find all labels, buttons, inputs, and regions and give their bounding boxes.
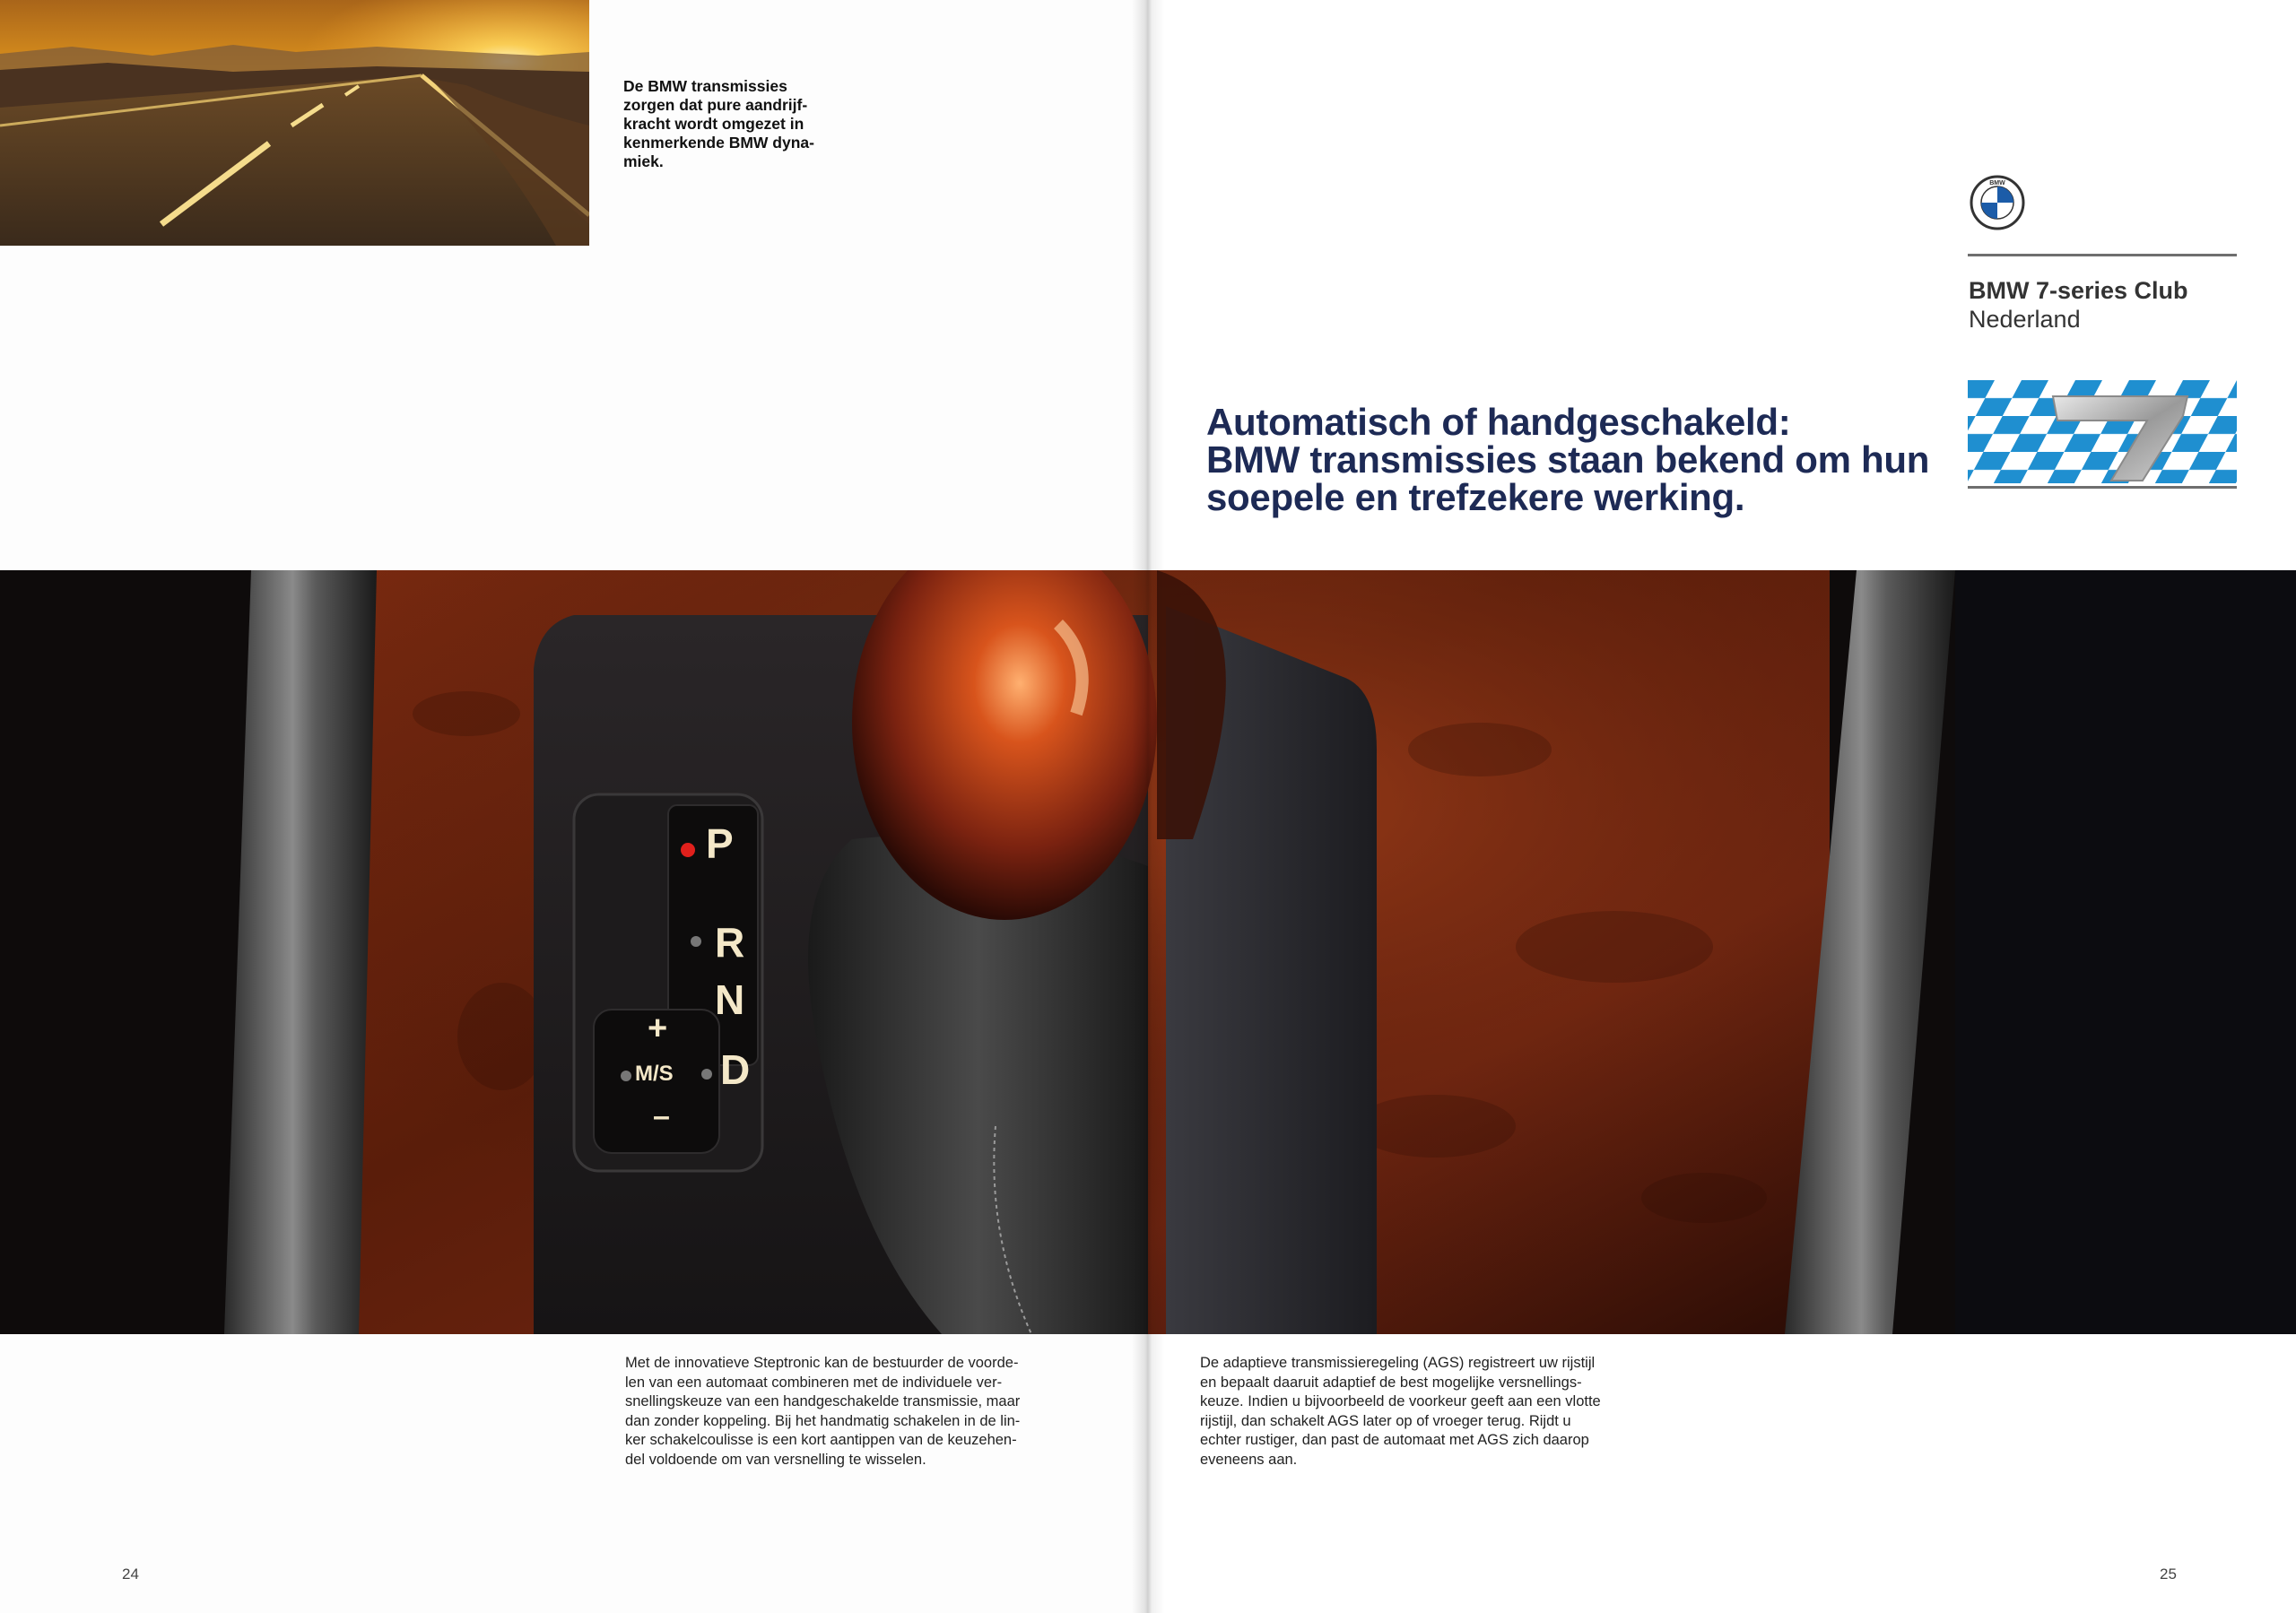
gear-letter-r: R	[715, 919, 745, 966]
headline: Automatisch of handgeschakeld: BMW transmissies staan bekend om hun soepele en trefzekere werking.	[1206, 401, 1930, 518]
book-spine-shadow	[1132, 0, 1164, 1613]
gear-mode-ms: M/S	[635, 1062, 674, 1086]
body-text-left: Met de innovatieve Steptronic kan de bestuurder de voorde- len van een automaat combineren met de individuele ver- snellingskeuze van een handgeschakelde transmissie, maar dan zonder koppeling. Bij het handmatig schakelen in de lin- ker schakelcoulisse is een kort aantippen van de keuzehen- del voldoende om van versnelling te wisselen.	[625, 1355, 1021, 1468]
page-number-right: 25	[2160, 1565, 2177, 1583]
page-number-left: 24	[122, 1565, 139, 1583]
bmw-roundel-icon	[1970, 175, 2025, 230]
road-sunset-photo	[0, 0, 589, 246]
gear-active-dot	[681, 843, 695, 857]
club-name-line2: Nederland	[1969, 306, 2081, 333]
club-name	[1969, 276, 2256, 334]
top-photo-caption: De BMW transmissies zorgen dat pure aandrijf- kracht wordt omgezet in kenmerkende BMW dyna- miek.	[623, 77, 814, 170]
club-name-line1: BMW 7-series Club	[1969, 277, 2188, 304]
gear-letter-n: N	[715, 976, 745, 1023]
logo-rule-top	[1968, 254, 2237, 256]
roundel-letters: BMW	[1989, 180, 2005, 186]
body-text-right: De adaptieve transmissieregeling (AGS) registreert uw rijstijl en bepaalt daaruit adaptief de best mogelijke versnellings- keuze. Indien u bijvoorbeeld de voorkeur geeft aan een vlotte rijstijl, dan schakelt AGS later op of vroeger terug. Rijdt u echter rustiger, dan past de automaat met AGS zich daarop eveneens aan.	[1200, 1355, 1601, 1468]
gear-letter-p: P	[706, 820, 734, 867]
gear-plus: +	[648, 1010, 668, 1047]
club-badge-7-logo	[1968, 380, 2237, 490]
gear-letter-d: D	[720, 1046, 751, 1093]
gear-minus: –	[653, 1099, 670, 1133]
